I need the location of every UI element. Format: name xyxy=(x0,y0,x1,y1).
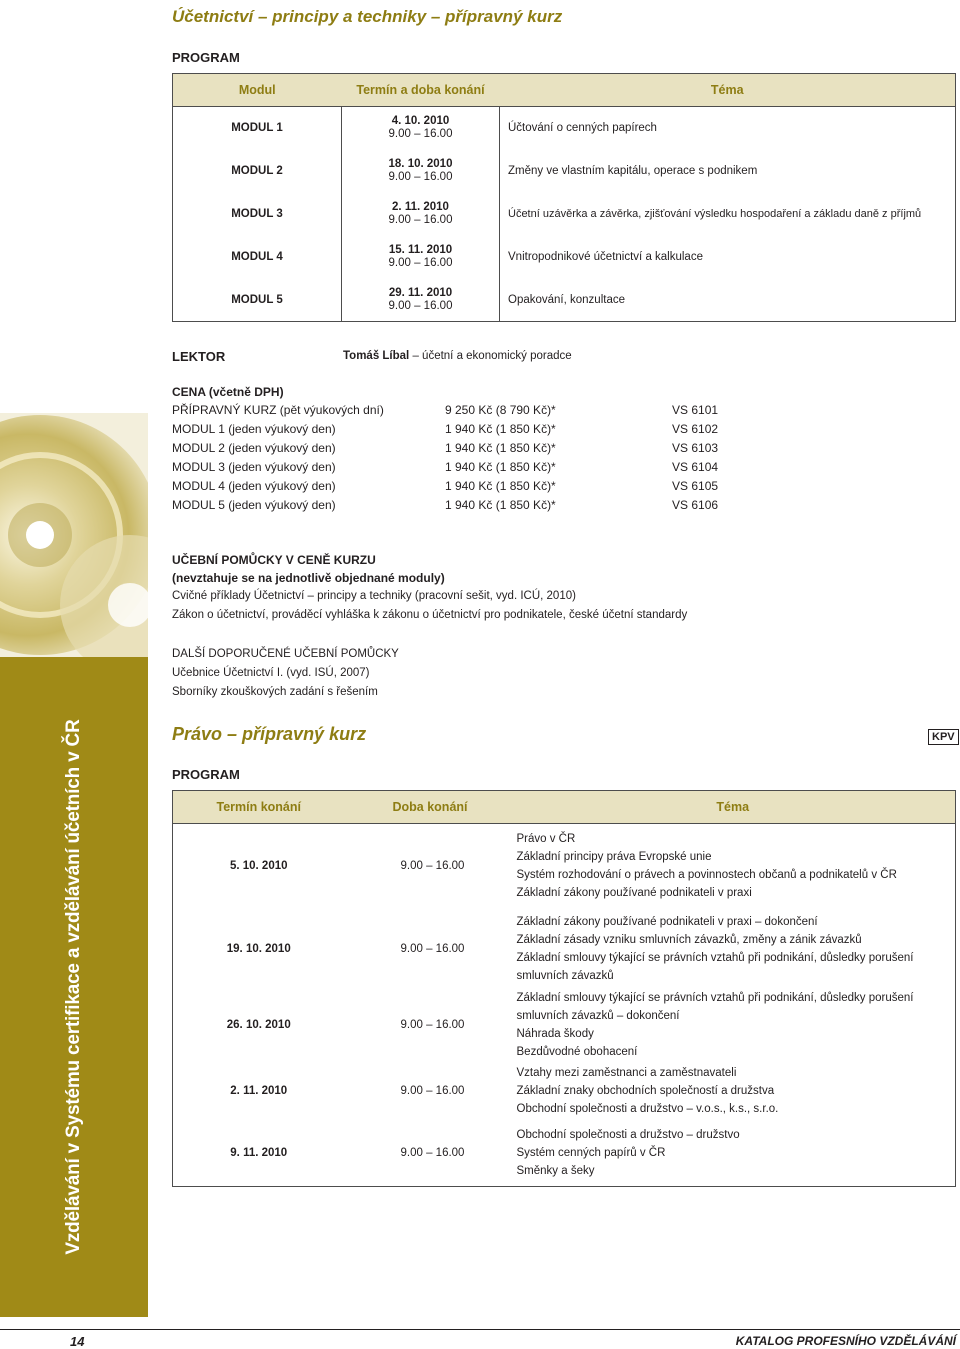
program-label: PROGRAM xyxy=(172,50,240,65)
table-row xyxy=(173,909,956,989)
course2-title: Právo – přípravný kurz xyxy=(172,724,367,744)
session-date: 26. 10. 2010 xyxy=(226,1018,291,1031)
col-header-time: Doba konání xyxy=(345,791,511,824)
session-time: 9.00 – 16.00 xyxy=(400,860,465,873)
session-date: 5. 10. 2010 xyxy=(229,860,288,873)
module-topic: Vnitropodnikové účetnictví a kalkulace xyxy=(500,236,956,279)
module-name: MODUL 2 xyxy=(231,165,283,177)
price-value: 1 940 Kč (1 850 Kč)* xyxy=(445,422,556,436)
price-code: VS 6104 xyxy=(672,460,719,474)
sidebar-title: Vzdělávání v Systému certifikace a vzdělávání účetních v ČR xyxy=(63,719,84,1255)
price-value: 1 940 Kč (1 850 Kč)* xyxy=(445,460,556,474)
module-topic: Účetní uzávěrka a závěrka, zjišťování výsledku hospodaření a základu daně z příjmů xyxy=(500,193,956,236)
more-aids-line: Sborníky zkouškových zadání s řešením xyxy=(172,686,378,698)
topic-line: Základní zákony používané podnikateli v praxi – dokončení xyxy=(516,915,818,928)
page-number: 14 xyxy=(70,1334,85,1349)
price-value: 1 940 Kč (1 850 Kč)* xyxy=(445,441,556,455)
module-date: 15. 11. 2010 9.00 – 16.00 xyxy=(342,236,500,279)
price-code: VS 6102 xyxy=(672,422,719,436)
lektor-info xyxy=(343,350,572,362)
lektor-desc: – účetní a ekonomický poradce xyxy=(412,350,572,362)
price-row xyxy=(172,460,772,479)
topic-line: Právo v ČR xyxy=(516,833,576,846)
aids-line: Zákon o účetnictví, prováděcí vyhláška k zákonu o účetnictví pro podnikatele, české účetní standardy xyxy=(172,609,688,621)
topic-line: Náhrada škody xyxy=(516,1027,594,1040)
course-title: Účetnictví – principy a techniky – přípravný kurz xyxy=(172,7,563,26)
module-date: 2. 11. 2010 9.00 – 16.00 xyxy=(342,193,500,236)
price-item: MODUL 1 (jeden výukový den) xyxy=(172,422,336,436)
table-row xyxy=(173,279,956,322)
topic-line: Obchodní společnosti a družstvo – v.o.s., k.s., s.r.o. xyxy=(516,1102,779,1115)
topic-line: Bezdůvodné obohacení xyxy=(516,1045,638,1058)
col-header-module: Modul xyxy=(173,74,342,107)
price-code: VS 6103 xyxy=(672,441,719,455)
cd-decoration-image xyxy=(0,395,148,657)
topic-line: Směnky a šeky xyxy=(516,1165,595,1178)
session-topics xyxy=(511,1121,956,1187)
aids-title: UČEBNÍ POMŮCKY V CENĚ KURZU xyxy=(172,553,376,567)
price-item: MODUL 3 (jeden výukový den) xyxy=(172,460,336,474)
table-row xyxy=(173,150,956,193)
price-row xyxy=(172,479,772,498)
price-row xyxy=(172,441,772,460)
session-topics xyxy=(511,909,956,989)
price-code: VS 6105 xyxy=(672,479,719,493)
topic-line: Systém cenných papírů v ČR xyxy=(516,1147,666,1160)
table-row xyxy=(173,193,956,236)
session-time: 9.00 – 16.00 xyxy=(400,1018,465,1031)
session-date: 19. 10. 2010 xyxy=(226,942,291,955)
price-value: 9 250 Kč (8 790 Kč)* xyxy=(445,403,556,417)
kpv-badge: KPV xyxy=(928,729,959,745)
session-topics xyxy=(511,1061,956,1121)
topic-line: Základní principy práva Evropské unie xyxy=(516,851,712,864)
session-time: 9.00 – 16.00 xyxy=(400,1084,465,1097)
session-time: 9.00 – 16.00 xyxy=(400,1147,465,1160)
col-header-date: Termín a doba konání xyxy=(342,74,500,107)
footer-rule xyxy=(0,1329,960,1330)
table-row xyxy=(173,989,956,1061)
topic-line: Systém rozhodování o právech a povinnostech občanů a podnikatelů v ČR xyxy=(516,869,897,882)
price-row xyxy=(172,403,772,422)
price-code: VS 6106 xyxy=(672,498,719,512)
topic-line: Základní zákony používané podnikateli v praxi xyxy=(516,887,752,900)
module-table xyxy=(172,73,956,322)
topic-line: Obchodní společnosti a družstvo – družstvo xyxy=(516,1129,740,1142)
session-date: 2. 11. 2010 xyxy=(230,1084,288,1097)
price-item: MODUL 4 (jeden výukový den) xyxy=(172,479,336,493)
catalog-title: KATALOG PROFESNÍHO VZDĚLÁVÁNÍ xyxy=(735,1334,956,1348)
price-title: CENA (včetně DPH) xyxy=(172,385,284,399)
price-row xyxy=(172,422,772,441)
table-row xyxy=(173,1121,956,1187)
module-date: 4. 10. 2010 9.00 – 16.00 xyxy=(342,107,500,150)
topic-line: Základní smlouvy týkající se právních vztahů při podnikání, důsledky porušení smluvních závazků xyxy=(516,951,914,982)
module-topic: Účtování o cenných papírech xyxy=(500,107,956,150)
session-topics xyxy=(511,989,956,1061)
topic-line: Základní znaky obchodních společností a družstva xyxy=(516,1084,775,1097)
module-name: MODUL 1 xyxy=(231,122,283,135)
col-header-date: Termín konání xyxy=(173,791,345,824)
module-name: MODUL 5 xyxy=(231,293,283,306)
price-code: VS 6101 xyxy=(672,403,719,417)
price-value: 1 940 Kč (1 850 Kč)* xyxy=(445,479,556,493)
topic-line: Vztahy mezi zaměstnanci a zaměstnavateli xyxy=(516,1066,737,1079)
session-topics xyxy=(511,824,956,909)
price-list xyxy=(172,403,772,517)
more-aids-title: DALŠÍ DOPORUČENÉ UČEBNÍ POMŮCKY xyxy=(172,648,399,660)
table-row xyxy=(173,1061,956,1121)
price-value: 1 940 Kč (1 850 Kč)* xyxy=(445,498,556,512)
lektor-label: LEKTOR xyxy=(172,349,226,364)
session-date: 9. 11. 2010 xyxy=(230,1147,288,1160)
session-time: 9.00 – 16.00 xyxy=(400,942,465,955)
module-topic: Změny ve vlastním kapitálu, operace s podnikem xyxy=(500,150,956,193)
table-row xyxy=(173,824,956,909)
module-topic: Opakování, konzultace xyxy=(500,279,956,322)
program2-label: PROGRAM xyxy=(172,767,240,782)
price-item: PŘÍPRAVNÝ KURZ (pět výukových dní) xyxy=(172,403,384,417)
price-row xyxy=(172,498,772,517)
aids-line: Cvičné příklady Účetnictví – principy a techniky (pracovní sešit, vyd. ICÚ, 2010) xyxy=(172,590,576,602)
module-date: 29. 11. 2010 9.00 – 16.00 xyxy=(342,279,500,322)
module-date: 18. 10. 2010 9.00 – 16.00 xyxy=(342,150,500,193)
table-row xyxy=(173,236,956,279)
col-header-topic: Téma xyxy=(500,74,956,107)
price-item: MODUL 2 (jeden výukový den) xyxy=(172,441,336,455)
law-table xyxy=(172,790,956,1187)
lektor-name: Tomáš Líbal xyxy=(343,350,410,362)
aids-subtitle: (nevztahuje se na jednotlivě objednané moduly) xyxy=(172,571,445,585)
col-header-topic: Téma xyxy=(511,791,956,824)
more-aids-line: Učebnice Účetnictví I. (vyd. ISÚ, 2007) xyxy=(172,667,370,679)
topic-line: Základní smlouvy týkající se právních vztahů při podnikání, důsledky porušení smluvních závazků – dokončení xyxy=(516,991,914,1022)
module-name: MODUL 4 xyxy=(231,251,283,263)
price-item: MODUL 5 (jeden výukový den) xyxy=(172,498,336,512)
table-row xyxy=(173,107,956,150)
topic-line: Základní zásady vzniku smluvních závazků, změny a zánik závazků xyxy=(516,933,862,946)
module-name: MODUL 3 xyxy=(231,208,283,220)
